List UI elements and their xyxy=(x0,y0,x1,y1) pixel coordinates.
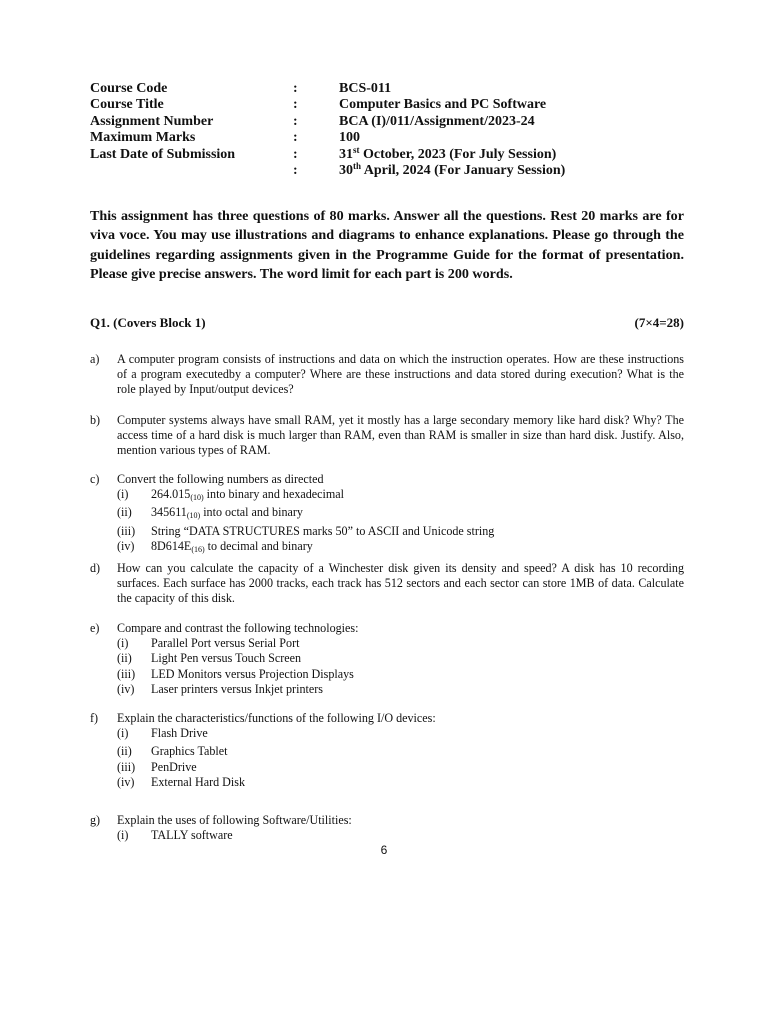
header-colon: : xyxy=(293,113,298,129)
number-value: 345611 xyxy=(151,505,187,520)
assignment-instructions: This assignment has three questions of 80 marks. Answer all the questions. Rest 20 marks are for viva voce. You may use illustrations and diagrams to enhance explanations. Please go through the guidelines regarding assignments given in the Programme Guide for the format of presentation. Please give precise answers. The word limit for each part is 200 words. xyxy=(90,208,684,282)
sub-item-text: Light Pen versus Touch Screen xyxy=(151,651,302,666)
header-value: BCA (I)/011/Assignment/2023-24 xyxy=(339,113,535,129)
sub-item xyxy=(117,487,684,505)
part-text: Convert the following numbers as directed xyxy=(117,472,324,486)
sub-item-number: (i) xyxy=(117,487,129,502)
sub-item-text xyxy=(151,539,684,557)
sub-item xyxy=(117,636,684,651)
sub-item-number: (i) xyxy=(117,828,129,843)
sub-item-number: (iii) xyxy=(117,523,136,538)
part-body xyxy=(117,813,684,843)
question-heading xyxy=(90,315,684,331)
sub-item xyxy=(117,760,684,775)
sub-item-text: TALLY software xyxy=(151,828,233,843)
part-text: How can you calculate the capacity of a Winchester disk given its density and speed? A disk has 10 recording surfaces. Each surface has 2000 tracks, each track has 512 sectors and each sector can store 1MB of data. Calculate the capacity of this disk. xyxy=(117,561,684,606)
part-letter: b) xyxy=(90,413,101,427)
sub-item-number: (iv) xyxy=(117,538,135,553)
part-body xyxy=(117,711,684,790)
sub-item-text xyxy=(151,505,684,523)
date-day: 31 xyxy=(339,146,353,162)
part-text: Explain the uses of following Software/Utilities: xyxy=(117,813,352,827)
sub-item-number: (iv) xyxy=(117,774,135,789)
question-part-e xyxy=(90,621,684,697)
question-part-f xyxy=(90,711,684,790)
header-value xyxy=(339,144,557,163)
sub-item xyxy=(117,682,684,697)
sub-item xyxy=(117,744,684,759)
sub-item-number: (ii) xyxy=(117,505,132,520)
sub-item-text: String “DATA STRUCTURES marks 50” to ASCII and Unicode string xyxy=(151,523,495,538)
header-label: Assignment Number xyxy=(90,113,214,129)
question-title: Q1. (Covers Block 1) xyxy=(90,315,206,330)
header-label: Last Date of Submission xyxy=(90,146,236,162)
part-letter: c) xyxy=(90,472,100,486)
header-label: Course Title xyxy=(90,97,164,113)
question-part-a xyxy=(90,352,684,398)
sub-item xyxy=(117,524,684,539)
header-label: Maximum Marks xyxy=(90,130,196,146)
sub-item xyxy=(117,726,684,741)
header-value: 100 xyxy=(339,130,360,146)
header-colon: : xyxy=(293,130,298,146)
sub-item-rest: to decimal and binary xyxy=(204,538,313,553)
sub-item-rest: into binary and hexadecimal xyxy=(203,487,345,502)
sub-item-text: LED Monitors versus Projection Displays xyxy=(151,666,354,681)
part-body xyxy=(117,472,684,557)
sub-item-number: (i) xyxy=(117,636,129,651)
header-colon: : xyxy=(293,162,298,178)
date-rest: October, 2023 (For July Session) xyxy=(359,146,557,162)
sub-item-text: Laser printers versus Inkjet printers xyxy=(151,681,323,696)
header-value: Computer Basics and PC Software xyxy=(339,97,547,113)
part-text: Compare and contrast the following technologies: xyxy=(117,621,359,635)
part-letter: g) xyxy=(90,813,101,827)
header-value xyxy=(339,160,566,179)
number-value: 8D614E xyxy=(151,538,192,553)
sub-item-text: Flash Drive xyxy=(151,726,208,741)
header-colon: : xyxy=(293,97,298,113)
sub-item-number: (ii) xyxy=(117,744,132,759)
part-letter: f) xyxy=(90,711,99,725)
header-value: BCS-011 xyxy=(339,81,392,96)
sub-item xyxy=(117,775,684,790)
sub-item xyxy=(117,505,684,523)
part-letter: d) xyxy=(90,561,101,575)
part-text: Computer systems always have small RAM, yet it mostly has a large secondary memory like hard disk? Why? The access time of a hard disk is much larger than RAM, even than RAM is smaller in size than hard disk. Justify. Also, mention various types of RAM. xyxy=(117,413,684,458)
number-base: (10) xyxy=(186,511,201,521)
part-letter: a) xyxy=(90,352,100,366)
part-text: Explain the characteristics/functions of the following I/O devices: xyxy=(117,711,436,725)
part-letter: e) xyxy=(90,621,100,635)
question-marks: (7×4=28) xyxy=(634,315,684,330)
date-rest: April, 2024 (For January Session) xyxy=(361,162,566,178)
header-colon: : xyxy=(293,146,298,162)
sub-item-text: Graphics Tablet xyxy=(151,744,228,759)
sub-item-text xyxy=(151,487,684,505)
part-body xyxy=(117,621,684,697)
sub-item-rest: into octal and binary xyxy=(200,505,303,520)
page-number: 6 xyxy=(380,843,388,857)
question-part-d xyxy=(90,561,684,607)
sub-item xyxy=(117,667,684,682)
part-text: A computer program consists of instructions and data on which the instruction operates. How are these instructions of a program executedby a computer? Where are these instructions and data stored during execution? What is the role played by Input/output devices? xyxy=(117,352,684,397)
question-part-g xyxy=(90,813,684,843)
header-label: Course Code xyxy=(90,81,168,96)
sub-item-number: (iii) xyxy=(117,759,136,774)
sub-item-number: (ii) xyxy=(117,651,132,666)
sub-item-number: (iv) xyxy=(117,681,135,696)
sub-item xyxy=(117,539,684,557)
date-day: 30 xyxy=(339,162,353,178)
number-value: 264.015 xyxy=(151,487,191,502)
sub-item-number: (iii) xyxy=(117,666,136,681)
sub-item-text: PenDrive xyxy=(151,759,197,774)
sub-item-text: External Hard Disk xyxy=(151,774,246,789)
question-part-c xyxy=(90,472,684,557)
date-ordinal: st xyxy=(353,144,360,155)
date-ordinal: th xyxy=(353,160,362,171)
number-base: (10) xyxy=(190,493,204,503)
sub-item xyxy=(117,828,684,843)
question-part-b xyxy=(90,413,684,459)
number-base: (16) xyxy=(191,544,205,554)
sub-item-number: (i) xyxy=(117,726,129,741)
sub-item xyxy=(117,651,684,666)
sub-item-text: Parallel Port versus Serial Port xyxy=(151,636,300,651)
header-colon: : xyxy=(293,81,298,96)
